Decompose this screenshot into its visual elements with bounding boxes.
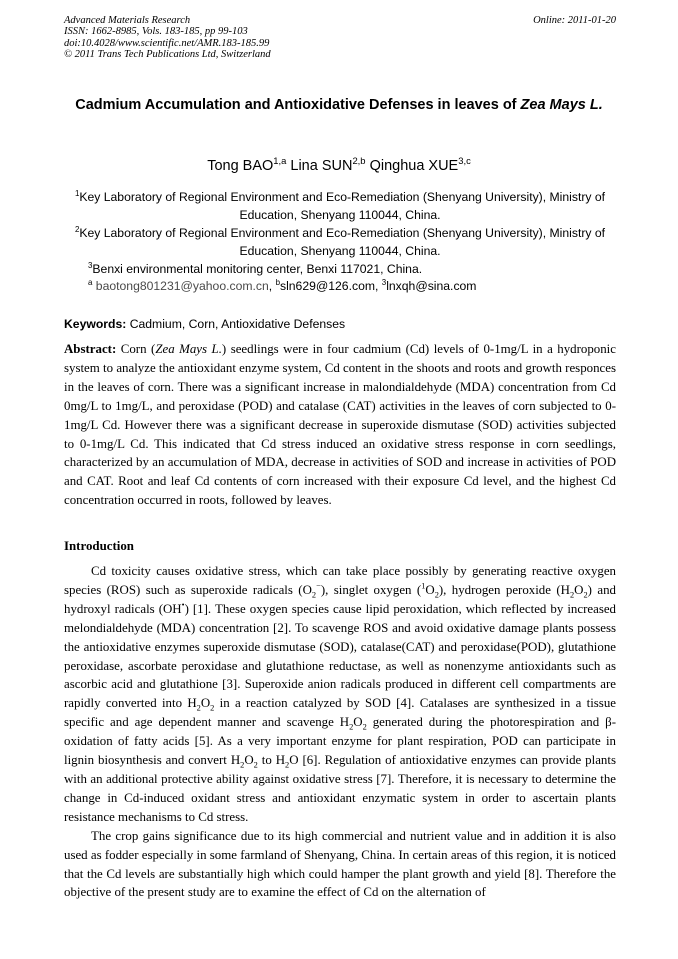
- abstract-text-2: ) seedlings were in four cadmium (Cd) levels of 0-1mg/L in a hydroponic system to analyze the antioxidant enzyme system, Cd content in the shoots and roots and growth responces in the leaves of corn. There was a significant increase in malondialdehyde (MDA) concentration from Cd 0mg/L to 1mg/L, and peroxidase (POD) and catalase (CAT) activities in the leaves of corn subjected to 0-1mg/L Cd. However there was a significant decrease in superoxide dismutase (SOD) activities subjected to 0-1mg/L Cd. This indicated that Cd stress induced an oxidative stress response in corn seedlings, characterized by an accumulation of MDA, decrease in activities of SOD and increase in activities of POD and CAT. Root and leaf Cd contents of corn increased with their exposure Cd level, and the highest Cd concentration occurred in roots, followed by leaves.: [64, 342, 616, 508]
- keywords-label: Keywords:: [64, 317, 127, 331]
- email-c[interactable]: lnxqh@sina.com: [386, 279, 477, 293]
- abstract-species: Zea Mays L.: [155, 342, 222, 356]
- aff2-line2: Education, Shenyang 110044, China.: [239, 244, 441, 258]
- email-b[interactable]: sln629@126.com: [279, 279, 375, 293]
- email-a[interactable]: baotong801231@yahoo.com.cn: [95, 279, 269, 293]
- online-date: Online: 2011-01-20: [533, 15, 616, 26]
- issn-line: ISSN: 1662-8985, Vols. 183-185, pp 99-103: [64, 26, 248, 38]
- aff2-line1: Key Laboratory of Regional Environment and Eco-Remediation (Shenyang University), Ministry of: [79, 226, 606, 240]
- abstract: [64, 340, 616, 510]
- introduction-body: [64, 562, 616, 902]
- affiliation-3: $^3$Benxi environmental monitoring center, Benxi 117021, China.: [88, 260, 423, 276]
- author-sup: 3,c: [458, 155, 471, 167]
- abstract-label: Abstract:: [64, 342, 117, 356]
- author-sup: 2,b: [352, 155, 366, 167]
- aff3-text: Benxi environmental monitoring center, Benxi 117021, China.: [92, 262, 423, 276]
- aff1-line2: Education, Shenyang 110044, China.: [239, 208, 441, 222]
- intro-paragraph-1: Cd toxicity causes oxidative stress, which can take place possibly by generating reactive oxygen species (ROS) such as superoxide radicals $(O_2^-)$, singlet oxygen $(^1O_2)$, hydrogen peroxide $(H_2O_2)$ and hydroxyl radicals (OH•) [1]. These oxygen species cause lipid peroxidation, which reflected by increased melondialdehyde (MDA) concentration [2]. To scavenge ROS and avoid oxidative damage plants possess the antioxidative enzymes superoxide dismutase (SOD), catalase(CAT) and peroxidase(POD), glutathione peroxidase, ascorbate peroxidase and glutathione reductase, as well as nonenzyme antioxidants such as ascorbic acid and glutathione [3]. Superoxide anion radicals produced in different cell compartments are rapidly converted into $H_2O_2$ in a reaction catalyzed by SOD [4]. Catalases are synthesized in a tissue specific and age dependent manner and scavenge $H_2O_2$ generated during the photorespiration and β-oxidation of fatty acids [5]. As a very important enzyme for plant respiration, POD can participate in lignin biosynthesis and convert $H_2O_2$ to $H_2O$ [6]. Regulation of antioxidative enzymes can provide plants with an additional protective ability against oxidative stress [7]. Therefore, it is necessary to determine the change in Cd-induced oxidant stress and antioxidant enzymatic system in order to ascertain plants resistance mechanisms to Cd stress.: [64, 564, 617, 824]
- author-list: [0, 155, 678, 174]
- affiliation-1: $^1$Key Laboratory of Regional Environment and Eco-Remediation (Shenyang University), Ministry of Education, Shenyang 110044, China.: [64, 188, 616, 224]
- author-sup: 1,a: [273, 155, 287, 167]
- journal-name: Advanced Materials Research: [64, 15, 191, 26]
- doi-line: doi:10.4028/www.scientific.net/AMR.183-185.99: [64, 37, 270, 49]
- email-line: $^a$ baotong801231@yahoo.com.cn, $^b$sln629@126.com, $^3$lnxqh@sina.com: [88, 277, 477, 293]
- journal-header: [64, 15, 616, 61]
- author-name: Lina SUN: [290, 158, 353, 174]
- paper-title: [64, 88, 614, 122]
- title-species: Zea Mays L.: [520, 97, 603, 113]
- copyright-line: © 2011 Trans Tech Publications Ltd, Switzerland: [64, 49, 271, 61]
- affiliation-2: $^2$Key Laboratory of Regional Environment and Eco-Remediation (Shenyang University), Ministry of Education, Shenyang 110044, China.: [64, 224, 616, 260]
- aff1-line1: Key Laboratory of Regional Environment and Eco-Remediation (Shenyang University), Ministry of: [79, 190, 606, 204]
- keywords: [64, 317, 616, 331]
- author-name: Qinghua XUE: [369, 158, 459, 174]
- title-main: Cadmium Accumulation and Antioxidative Defenses in leaves of: [75, 97, 521, 113]
- author-name: Tong BAO: [207, 158, 274, 174]
- introduction-heading: Introduction: [64, 539, 134, 553]
- intro-paragraph-2: The crop gains significance due to its high commercial and nutrient value and in addition it is also used as fodder especially in some farmland of Shenyang, China. In certain areas of this region, it is noticed that the Cd levels are substantially high which could hamper the plant growth and yield [8]. Therefore the objective of the present study are to examine the effect of Cd on the alternation of: [64, 828, 616, 900]
- abstract-text-1: Corn (: [120, 342, 156, 356]
- keywords-text: Cadmium, Corn, Antioxidative Defenses: [129, 317, 346, 331]
